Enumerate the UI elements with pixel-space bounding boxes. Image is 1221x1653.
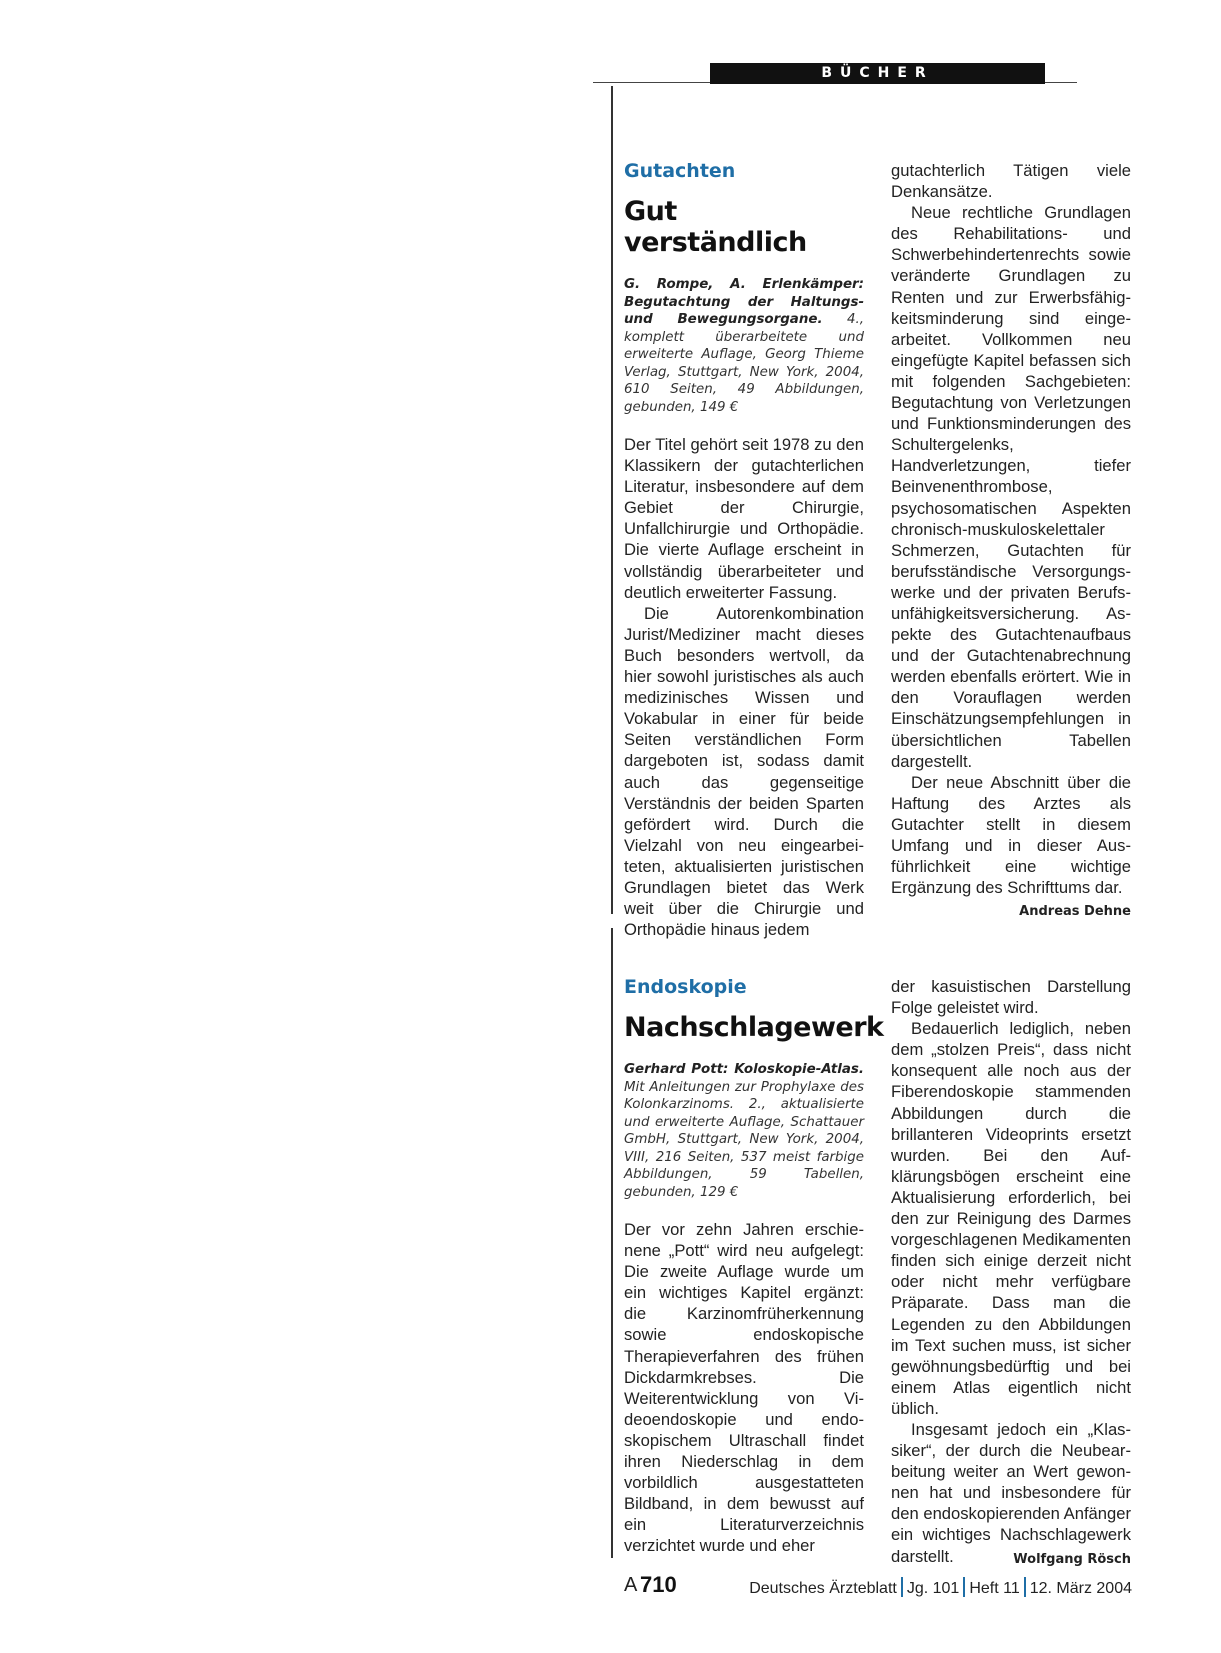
article-paragraph [891, 1419, 1131, 1567]
section-header-bar: BÜCHER [710, 63, 1045, 84]
journal-name: Deutsches Ärzteblatt [749, 1580, 897, 1597]
article-paragraph: Neue rechtliche Grundlagen des Rehabilitations- und Schwerbehindertenrechts sowie veränderte Grundlagen zu Renten und zur Erwerbsfähigkeitsminderung sind eingearbeitet. Vollkommen neu eingefügte Kapitel befassen sich mit folgenden Sachgebieten: Begutachtung von Verletzungen und Funktionsminderungen des Schultergelenks, Handverletzungen, tiefer Beinvenenthrombose, psychosomatischen Aspekten chronisch-muskuloskelettaler Schmerzen, Gutachten für berufsständische Versorgungswerke und der privaten Berufsunfähigkeitsversicherung. Aspekte des Gutachtenaufbaus und der Gutachtenabrechnung werden ebenfalls erörtert. Wie in den Vorauflagen werden Einschätzungsempfehlungen in übersichtlichen Tabellen dargestellt. [891, 203, 1131, 771]
column-divider [611, 86, 613, 914]
article-left-column [624, 160, 864, 940]
article-paragraph: Bedauerlich lediglich, neben dem „stolzen Preis“, dass nicht konsequent alle noch aus der Fiberendoskopie stammenden Abbildungen durch die brillanteren Videoprints ersetzt wurden. Bei den Aufklärungsbögen erscheint eine Aktualisierung erforderlich, bei den zur Reinigung des Darmes vorgeschlagenen Medikamenten finden sich einige derzeit nicht oder nicht mehr verfügbare Präparate. Dass man die Legenden zu den Abbildungen im Text suchen muss, ist sicher gewöhnungsbedürftig und bei einem Atlas eigentlich nicht üblich. [891, 1019, 1131, 1418]
article-paragraph [891, 772, 1131, 920]
footer-separator [901, 1577, 903, 1597]
book-details: Mit Anleitungen zur Prophylaxe des Kolonkarzinoms. 2., aktualisierte und erweiterte Auflage, Schattauer GmbH, Stuttgart, New York, 2004, VIII, 216 Seiten, 537 meist farbige Abbildungen, 59 Tabellen, gebunden, 129 € [624, 1079, 864, 1200]
book-title: Gerhard Pott: Koloskopie-Atlas. [624, 1062, 864, 1077]
section-label: Endoskopie [624, 976, 747, 998]
article-right-column [891, 976, 1131, 1570]
journal-volume: Jg. 101 [906, 1580, 960, 1597]
book-citation [624, 1061, 864, 1201]
article-left-column [624, 976, 884, 1557]
review-author: Andreas Dehne [1019, 904, 1131, 920]
article-paragraph: der kasuistischen Darstellung Folge geleistet wird. [891, 977, 1131, 1018]
article-paragraph: gutachterlich Tätigen viele Denkansätze. [891, 161, 1131, 202]
book-title: G. Rompe, A. Erlenkämper: Begutachtung der Haltungs- und Bewegungsorgane. [624, 277, 864, 327]
article-right-column [891, 160, 1131, 922]
column-divider [611, 928, 613, 1558]
review-article [624, 160, 1132, 940]
article-paragraph: Der vor zehn Jahren erschienene „Pott“ wird neu aufgelegt: Die zweite Auflage wurde um ein wichtiges Kapitel ergänzt: die Karzinomfrüherkennung sowie endoskopische Therapieverfahren des frühen Dickdarmkrebses. Die Weiterentwicklung von Videoendoskopie und endoskopischem Ultraschall findet ihren Niederschlag in dem vorbildlich ausgestatteten Bildband, in dem bewusst auf ein Literaturverzeichnis verzichtet wurde und eher [624, 1220, 864, 1556]
paragraph-text: Insgesamt jedoch ein „Klassiker“, der durch die Neubearbeitung weiter an Wert gewonnen hat und insbesondere für den endoskopierenden Anfänger ein wichtiges Nachschlagewerk darstellt. [891, 1419, 1131, 1566]
article-headline: Nachschlagewerk [624, 1012, 884, 1043]
book-details: 4., komplett überarbeitete und erweiterte Auflage, Georg Thieme Verlag, Stuttgart, New York, 2004, 610 Seiten, 49 Abbildungen, gebunden, 149 € [624, 312, 864, 415]
article-paragraph: Die Autorenkombination Jurist/Mediziner macht dieses Buch besonders wertvoll, da hier sowohl juristisches als auch medizinisches Wissen und Vokabular in einer für beide Seiten verständlichen Form dargeboten ist, sodass damit auch das gegenseitige Verständnis der beiden Sparten gefördert wird. Durch die Vielzahl von neu eingearbeiteten, aktualisierten juristischen Grundlagen bietet das Werk weit über die Chirurgie und Orthopädie hinaus jedem [624, 603, 864, 940]
review-article [624, 976, 1132, 1576]
paragraph-text: Der neue Abschnitt über die Haftung des Arztes als Gutachter stellt in diesem Umfang und in dieser Ausführlichkeit eine wichtige Ergänzung des Schrifttums dar. [891, 772, 1131, 898]
article-headline: Gut verständlich [624, 196, 807, 258]
page-prefix: A [624, 1574, 638, 1596]
article-paragraph: Der Titel gehört seit 1978 zu den Klassikern der gutachterlichen Literatur, insbesondere auf dem Gebiet der Chirurgie, Unfallchirurgie und Orthopädie. Die vierte Auflage erscheint in vollständig überarbeiteter und deutlich erweiterter Fassung. [624, 435, 864, 602]
page-number: 710 [640, 1572, 677, 1597]
section-label: Gutachten [624, 160, 736, 182]
footer-separator [1024, 1577, 1026, 1597]
journal-info [749, 1577, 1132, 1598]
footer-separator [963, 1577, 965, 1597]
journal-date: 12. März 2004 [1029, 1580, 1132, 1597]
review-author: Wolfgang Rösch [1013, 1551, 1131, 1567]
page-footer [624, 1574, 1132, 1602]
book-citation [624, 276, 864, 416]
journal-issue: Heft 11 [969, 1580, 1020, 1597]
